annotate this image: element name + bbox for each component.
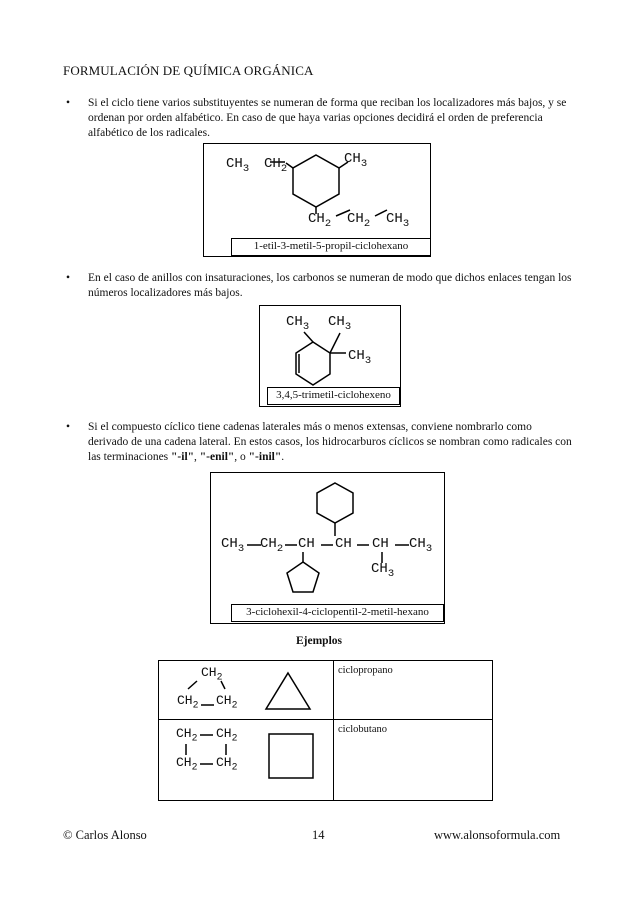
- formula-cell: [159, 720, 334, 801]
- chem-group-left: $CH_2$: [177, 693, 199, 711]
- examples-heading: Ejemplos: [296, 635, 342, 647]
- chem-group-ch3-right: $CH_3$: [344, 151, 368, 170]
- triangle-shape-icon: [264, 671, 314, 713]
- rule-text-part: Si el compuesto cíclico tiene cadenas laterales más o menos extensas, conviene nombrarlo como derivado de una cadena lateral. En estos casos, los hidrocarburos cíclicos se nombran como radicales con las terminaciones: [88, 421, 572, 463]
- chem-group-ch3-bottom: $CH_3$: [386, 211, 410, 230]
- chem-group-c4: CH: [335, 536, 352, 552]
- square-shape-icon: [267, 732, 319, 784]
- compound-name-cell: ciclobutano: [334, 720, 493, 801]
- chem-group-ch3-left: $CH_3$: [226, 156, 250, 175]
- rule-text: En el caso de anillos con insaturaciones, los carbonos se numeran de modo que dichos enlaces tengan los números localizadores más bajos.: [88, 272, 572, 299]
- chem-group-c5: CH: [372, 536, 389, 552]
- chem-group-top: $CH_2$: [201, 665, 223, 683]
- examples-table: [158, 660, 493, 801]
- table-row: [159, 720, 493, 801]
- page-title: FORMULACIÓN DE QUÍMICA ORGÁNICA: [63, 63, 314, 78]
- chem-group-c6: $CH_3$: [409, 536, 433, 555]
- rule-text-separator: , o: [234, 451, 249, 463]
- rule-text: Si el ciclo tiene varios substituyentes se numeran de forma que reciban los localizadores más bajos, y se ordenan por orden alfabético. En caso de que haya varias opciones decidirá el orden de preferencia alfabético de los radicales.: [88, 97, 567, 139]
- footer-website: www.alonsoformula.com: [434, 828, 561, 842]
- structure-caption-3: 3-ciclohexil-4-ciclopentil-2-metil-hexano: [231, 604, 444, 622]
- suffix-inil: "-inil": [248, 451, 282, 463]
- chem-group-bottom-right: $CH_2$: [216, 755, 238, 773]
- chem-group-c2: $CH_2$: [260, 536, 284, 555]
- chem-group-c1: $CH_3$: [221, 536, 245, 555]
- chem-group-c3: CH: [298, 536, 315, 552]
- structure-caption-1: 1-etil-3-metil-5-propil-ciclohexano: [231, 238, 431, 256]
- chem-group-bottom-left: $CH_2$: [176, 755, 198, 773]
- formula-cell: [159, 661, 334, 720]
- structure-caption-2: 3,4,5-trimetil-ciclohexeno: [267, 387, 400, 405]
- bullet-mark: •: [66, 272, 71, 284]
- chem-group-ch3-a: $CH_3$: [286, 314, 310, 333]
- suffix-il: "-il": [171, 451, 195, 463]
- suffix-enil: "-enil": [199, 451, 235, 463]
- structure-box-3: [210, 472, 445, 624]
- rule-text-end: .: [281, 451, 285, 463]
- chem-group-right: $CH_2$: [216, 693, 238, 711]
- chem-group-ch2-b: $CH_2$: [347, 211, 371, 230]
- bullet-mark: •: [66, 97, 71, 109]
- rule-text-separator: ,: [194, 451, 200, 463]
- chem-group-ch2-left: $CH_2$: [264, 156, 288, 175]
- chem-group-top-left: $CH_2$: [176, 726, 198, 744]
- footer-page-number: 14: [312, 828, 325, 842]
- table-row: [159, 661, 493, 720]
- bullet-mark: •: [66, 421, 71, 433]
- footer-author: © Carlos Alonso: [63, 828, 147, 842]
- rule-text: [88, 420, 573, 465]
- chem-group-c7: $CH_3$: [371, 561, 395, 580]
- chem-group-top-right: $CH_2$: [216, 726, 238, 744]
- chem-group-ch2-a: $CH_2$: [308, 211, 332, 230]
- chem-group-ch3-b: $CH_3$: [328, 314, 352, 333]
- compound-name-cell: ciclopropano: [334, 661, 493, 720]
- chem-group-ch3-c: $CH_3$: [348, 348, 372, 367]
